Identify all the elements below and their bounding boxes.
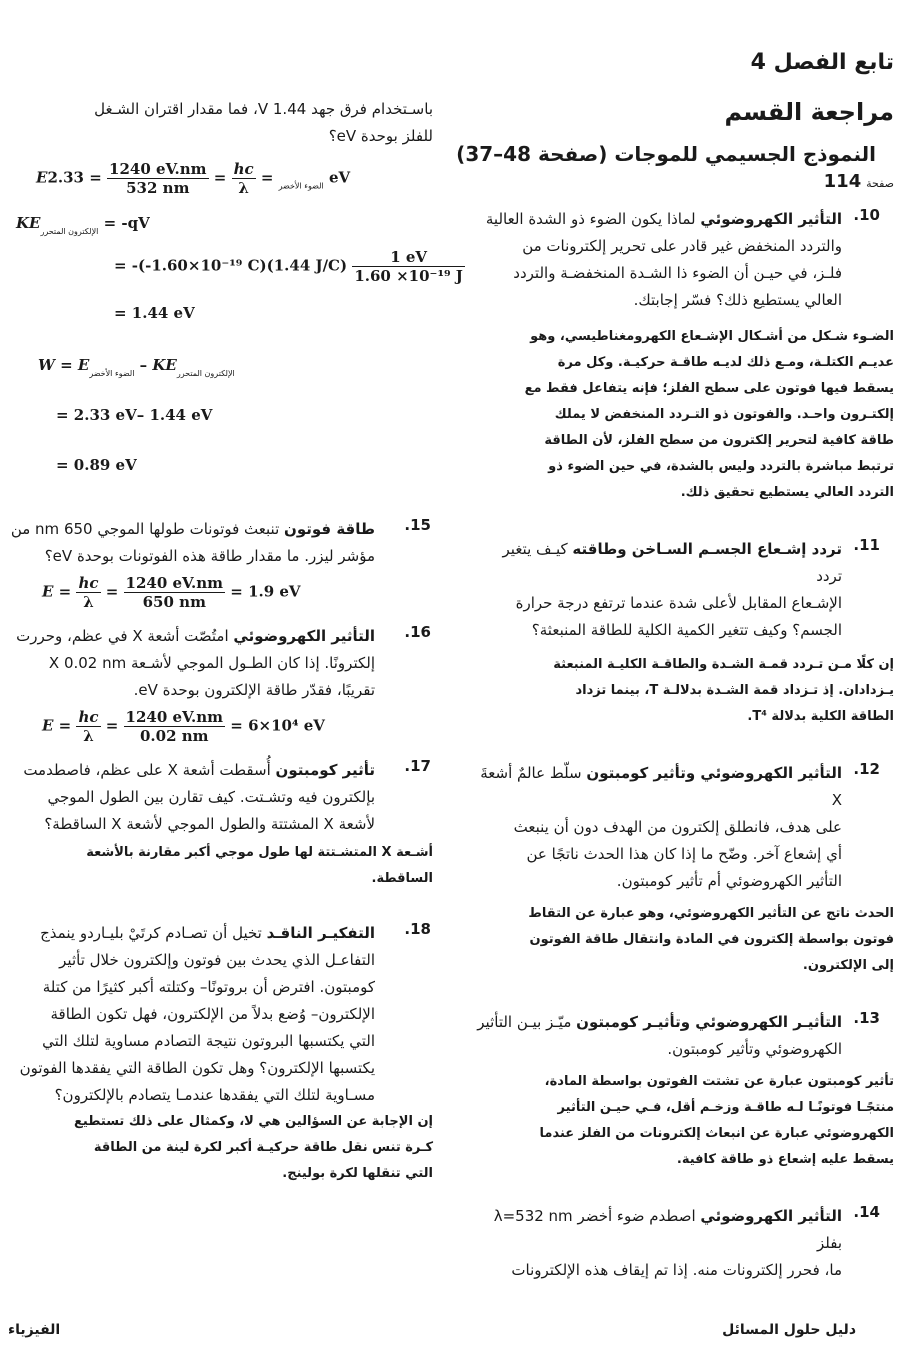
question-title: التأثير الكهروضوئي [233,627,375,645]
equation-q16: E = $\frac{hc}{\lambda}$ = $\frac{1240 eV.nm}{0.02 nm}$ = 6×10⁴ eV [42,708,325,745]
question-text: التأثير الكهروضوئي امتُصّت أشعة X في عظم، وحررت إلكترونًا. إذا كان الطـول الموجي لأشـعة X 0.02 nm تقريبًا، فقدّر طاقة الإلكترون بوحدة eV. [16,627,375,699]
question-title: تأثير كومبتون [275,761,375,779]
topic-heading: النموذج الجسيمي للموجات (صفحة 48–37) [456,142,876,166]
page-label: صفحة [866,177,894,190]
page-reference [824,171,894,192]
answer-10: الضـوء شـكل من أشـكال الإشـعاع الكهرومغناطيسي، وهو عديـم الكتلـة، ومـع ذلك لديـه طاقـة حركيـة. وكل مرة يسقط فيها فوتون على سطح الفلز؛ فإنه يتفاعل فقط مع إلكتـرون واحـد. والفوتون ذو التـردد المنخفض لا يملك طاقة كافية لتحرير إلكترون من سطح الفلز، لأن الطاقة ترتبط مباشرة بالتردد وليس بالشدة، في حين الضوء ذو التردد العالي يستطيع تحقيق ذلك. [524,329,894,500]
question-number: .17 [404,757,431,775]
question-13 [474,1009,894,1063]
question-number: .14 [853,1203,880,1221]
left-column [8,96,463,1187]
equation-q15: E = $\frac{hc}{\lambda}$ = $\frac{1240 eV.nm}{650 nm}$ = 1.9 eV [42,574,301,611]
question-title: التأثير الكهروضوئي [700,1207,842,1225]
answer-13: تأثير كومبتون عبارة عن تشتت الفوتون بواسطة المادة، منتجًـا فوتونًـا لـه طاقـة وزخـم أقل، فـي حيـن التأثير الكهروضوئي عبارة عن انبعاث إلكترونات من الفلز عندما يسقط عليه إشعاع ذو طاقة كافية. [539,1074,894,1167]
question-number: .18 [404,920,431,938]
question-14-continued: باسـتخدام فرق جهد 1.44 V، فما مقدار اقتران الشـغل للفلز بوحدة eV؟ [94,100,433,145]
equation-ke-calc: = -(-1.60×10⁻¹⁹ C)(1.44 J/C) $\frac{1 eV}{\text{1.60 ×10⁻¹⁹ J}}$ [114,248,463,285]
question-title: التأثير الكهروضوئي وتأثير كومبتون [586,764,842,782]
question-text: التأثيـر الكهروضوئي وتأثيـر كومبتون ميّـز بيـن التأثير الكهروضوئي وتأثير كومبتون. [477,1013,842,1058]
question-10 [474,206,894,314]
equation-energy-green: E $_{الضوء الأخضر}$ = $\frac{hc}{\lambda}$ = $\frac{1240 eV.nm}{532 nm}$ = 2.33 eV [36,160,351,197]
question-number: .10 [853,206,880,224]
answer-11: إن كلًا مـن تـردد قمـة الشـدة والطاقـة الكليـة المنبعثة يـزدادان. إذ تـزداد قمة الشـدة بدلالـة T، بينما تزداد الطاقة الكلية بدلالة T⁴. [553,657,894,724]
question-11 [474,536,894,644]
question-16 [8,623,433,704]
question-title: التأثيـر الكهروضوئي وتأثيـر كومبتون [576,1013,842,1031]
question-title: التفكيـر الناقـد [266,924,375,942]
question-number: .16 [404,623,431,641]
question-17 [8,757,433,838]
question-title: تردد إشـعاع الجسـم السـاخن وطاقته [572,540,842,558]
chapter-heading [751,50,894,75]
question-text: التفكيـر الناقـد تخيل أن تصـادم كرتَيْ بليـاردو ينمذج التفاعـل الذي يحدث بين فوتون وإلكترون خلال تأثير كومبتون. افترض أن بروتونًا– وكتلته أكبر كثيرًا من كتلة الإلكترون– وُضع بدلاً من الإلكترون، فهل تكون الطاقة التي يكتسبها البروتون نتيجة التصادم مساوية لتلك التي يكتسبها الإلكترون؟ وهل تكون الطاقة التي يفقدها الفوتون مسـاوية لتلك التي يفقدها عندمـا يتصادم بالإلكترون؟ [19,924,375,1104]
question-title: طاقة فوتون [284,520,375,538]
footer-guide-title: دليل حلول المسائل [722,1322,856,1338]
question-15 [8,516,433,570]
question-title: التأثير الكهروضوئي [700,210,842,228]
page-number: 114 [823,171,862,192]
question-number: .15 [404,516,431,534]
question-number: .12 [853,760,880,778]
answer-18: إن الإجابة عن السؤالين هي لا، وكمثال على ذلك تستطيع كـرة تنس نقل طاقة حركيـة أكبر لكرة لينة من الطاقة التي تنقلها لكرة بولينج. [74,1114,433,1181]
chapter-number: 4 [750,50,766,75]
equation-work-function: $W = E_{الضوء الأخضر} - KE_{الإلكترون المتحرر}$ [38,356,235,378]
equation-ke-result: = 1.44 eV [114,304,195,322]
equation-work-subtract: = 2.33 eV– 1.44 eV [56,406,213,424]
question-text: التأثير الكهروضوئي وتأثير كومبتون سلّط عالمٌ أشعةَ X على هدف، فانطلق إلكترون من الهدف دون أن ينبعث أي إشعاع آخر. وضّح ما إذا كان هذا الحدث ناتجًا عن التأثير الكهروضوئي أم تأثير كومبتون. [480,764,842,890]
question-18 [8,920,433,1109]
question-text: طاقة فوتون تنبعث فوتونات طولها الموجي 650 nm من مؤشر ليزر. ما مقدار طاقة هذه الفوتونات بوحدة eV؟ [10,520,375,565]
question-12 [474,760,894,895]
answer-17: أشـعة X المتشـتتة لها طول موجي أكبر مقارنة بالأشعة الساقطة. [86,845,433,886]
question-text: تردد إشـعاع الجسـم السـاخن وطاقته كيـف يتغير تردد الإشـعاع المقابل لأعلى شدة عندما ترتفع درجة حرارة الجسم؟ وكيف تتغير الكمية الكلية للطاقة المنبعثة؟ [502,540,842,639]
chapter-cont-label: تابع الفصل [773,50,894,75]
section-review-title: مراجعة القسم [724,98,894,126]
equation-work-result: = 0.89 eV [56,456,137,474]
right-column [474,206,894,1284]
question-14 [474,1203,894,1284]
question-text: تأثير كومبتون أُسقطت أشعة X على عظم، فاصطدمت بإلكترون فيه وتشـتت. كيف تقارن بين الطول الموجي لأشعة X المشتتة والطول الموجي لأشعة X الساقطة؟ [23,761,375,833]
question-text: التأثير الكهروضوئي اصطدم ضوء أخضر λ=532 nm بفلز ما، فحرر إلكترونات منه. إذا تم إيقاف هذه الإلكترونات [493,1207,842,1279]
equation-ke-electron: $KE_{الإلكترون المتحرر} = -qV$ [16,214,150,236]
question-text: التأثير الكهروضوئي لماذا يكون الضوء ذو الشدة العالية والتردد المنخفض غير قادر على تحرير إلكترونات من فلـز، في حيـن أن الضوء ذا الشـدة المنخفضـة والتردد العالي يستطيع ذلك؟ فسّر إجابتك. [485,210,842,309]
answer-12: الحدث ناتج عن التأثير الكهروضوئي، وهو عبارة عن التقاط فوتون بواسطة إلكترون في المادة وانتقال طاقة الفوتون إلى الإلكترون. [528,906,894,973]
question-number: .13 [853,1009,880,1027]
question-number: .11 [853,536,880,554]
q14-solution [8,160,463,506]
footer-subject: الفيزياء [8,1322,61,1338]
